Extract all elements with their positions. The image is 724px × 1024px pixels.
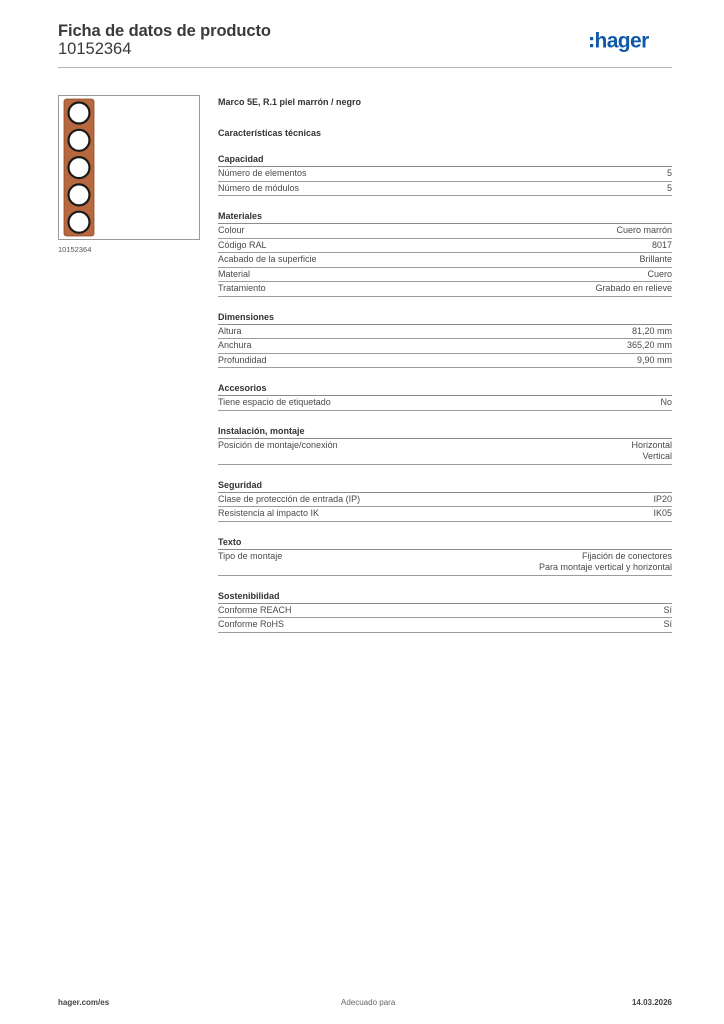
section-title: Texto	[218, 536, 672, 550]
spec-value	[653, 508, 672, 520]
spec-value	[647, 269, 672, 281]
spec-value	[627, 340, 672, 352]
section-title: Dimensiones	[218, 311, 672, 325]
spec-label: Colour	[218, 225, 245, 235]
section-title: Materiales	[218, 210, 672, 224]
spec-value	[639, 254, 672, 266]
spec-label: Conforme REACH	[218, 604, 292, 615]
spec-sections	[218, 153, 672, 633]
frame-opening	[69, 130, 90, 151]
spec-label: Acabado de la superficie	[218, 254, 317, 264]
spec-value	[631, 440, 672, 463]
product-details	[218, 96, 672, 633]
frame-opening	[69, 157, 90, 178]
spec-label: Clase de protección de entrada (IP)	[218, 493, 361, 504]
spec-row	[218, 618, 672, 633]
spec-value-line: IP20	[653, 493, 672, 504]
spec-section	[218, 153, 672, 196]
product-code: 10152364	[58, 40, 132, 58]
spec-value	[663, 619, 672, 631]
spec-value-line: Cuero	[647, 268, 672, 279]
spec-value-line: Fijación de conectores	[581, 550, 672, 561]
spec-section	[218, 210, 672, 297]
spec-value-line: Para montaje vertical y horizontal	[538, 562, 672, 572]
section-title: Instalación, montaje	[218, 425, 672, 439]
section-title: Sostenibilidad	[218, 590, 672, 604]
section-title: Seguridad	[218, 479, 672, 493]
spec-label: Posición de montaje/conexión	[218, 439, 338, 450]
spec-row	[218, 604, 672, 619]
technical-characteristics-heading: Características técnicas	[218, 128, 322, 138]
spec-value-line: Horizontal	[631, 439, 672, 450]
spec-value-line: Brillante	[639, 254, 672, 264]
spec-label: Conforme RoHS	[218, 619, 285, 629]
spec-value-line: 8017	[651, 239, 672, 250]
spec-label: Número de elementos	[218, 168, 307, 178]
product-image	[58, 95, 200, 240]
spec-value	[632, 326, 672, 338]
spec-row	[218, 396, 672, 411]
frame-illustration	[59, 96, 199, 239]
spec-section	[218, 382, 672, 411]
header-divider	[58, 67, 672, 68]
spec-row	[218, 339, 672, 354]
spec-value-line: Cuero marrón	[616, 225, 672, 235]
spec-label: Tratamiento	[218, 283, 266, 293]
page-header	[58, 20, 672, 70]
spec-value-line: IK05	[653, 508, 672, 518]
spec-label: Tipo de montaje	[218, 550, 283, 561]
hager-logo	[590, 26, 672, 56]
spec-value-line: Grabado en relieve	[595, 283, 672, 293]
spec-row	[218, 493, 672, 508]
spec-section	[218, 590, 672, 633]
spec-value	[660, 397, 672, 409]
spec-value-line: 5	[666, 182, 672, 193]
spec-label: Resistencia al impacto IK	[218, 508, 320, 518]
spec-label: Tiene espacio de etiquetado	[218, 397, 331, 407]
spec-label: Número de módulos	[218, 182, 300, 193]
spec-row	[218, 268, 672, 283]
spec-section	[218, 425, 672, 465]
spec-value-line: 5	[666, 168, 672, 178]
section-title: Capacidad	[218, 153, 672, 167]
frame-opening	[69, 103, 90, 124]
image-caption: 10152364	[58, 245, 92, 254]
page-footer	[58, 998, 672, 1010]
spec-row	[218, 550, 672, 576]
spec-row	[218, 282, 672, 297]
spec-value	[637, 355, 672, 367]
spec-value	[539, 551, 672, 574]
spec-section	[218, 311, 672, 369]
spec-value	[667, 168, 672, 180]
spec-label: Anchura	[218, 340, 252, 350]
spec-row	[218, 167, 672, 182]
spec-value-line: Vertical	[642, 451, 672, 461]
spec-row	[218, 224, 672, 239]
spec-value	[653, 494, 672, 506]
spec-row	[218, 239, 672, 254]
spec-label: Profundidad	[218, 354, 267, 365]
spec-value	[663, 605, 672, 617]
footer-date: 14.03.2026	[631, 998, 672, 1007]
footer-website: hager.com/es	[58, 998, 110, 1007]
spec-label: Altura	[218, 325, 242, 336]
spec-row	[218, 325, 672, 340]
spec-section	[218, 536, 672, 576]
product-name: Marco 5E, R.1 piel marrón / negro	[218, 97, 362, 107]
spec-row	[218, 354, 672, 369]
spec-section	[218, 479, 672, 522]
footer-suitable-for: Adecuado para	[341, 998, 396, 1007]
frame-opening	[69, 184, 90, 205]
spec-value-line: 365,20 mm	[626, 340, 672, 350]
logo-text: hager	[594, 29, 649, 53]
spec-row	[218, 507, 672, 522]
spec-row	[218, 253, 672, 268]
spec-label: Código RAL	[218, 239, 267, 250]
spec-value	[667, 183, 672, 195]
spec-value	[595, 283, 672, 295]
spec-value-line: Sí	[663, 619, 672, 629]
section-title: Accesorios	[218, 382, 672, 396]
spec-value-line: 9,90 mm	[636, 354, 672, 365]
spec-value-line: No	[660, 397, 672, 407]
spec-value-line: 81,20 mm	[631, 325, 672, 336]
spec-row	[218, 439, 672, 465]
spec-value-line: Sí	[663, 604, 672, 615]
frame-opening	[69, 212, 90, 233]
spec-row	[218, 182, 672, 197]
document-title: Ficha de datos de producto	[58, 22, 271, 40]
spec-value	[652, 240, 672, 252]
spec-value	[616, 225, 672, 237]
spec-label: Material	[218, 268, 251, 279]
